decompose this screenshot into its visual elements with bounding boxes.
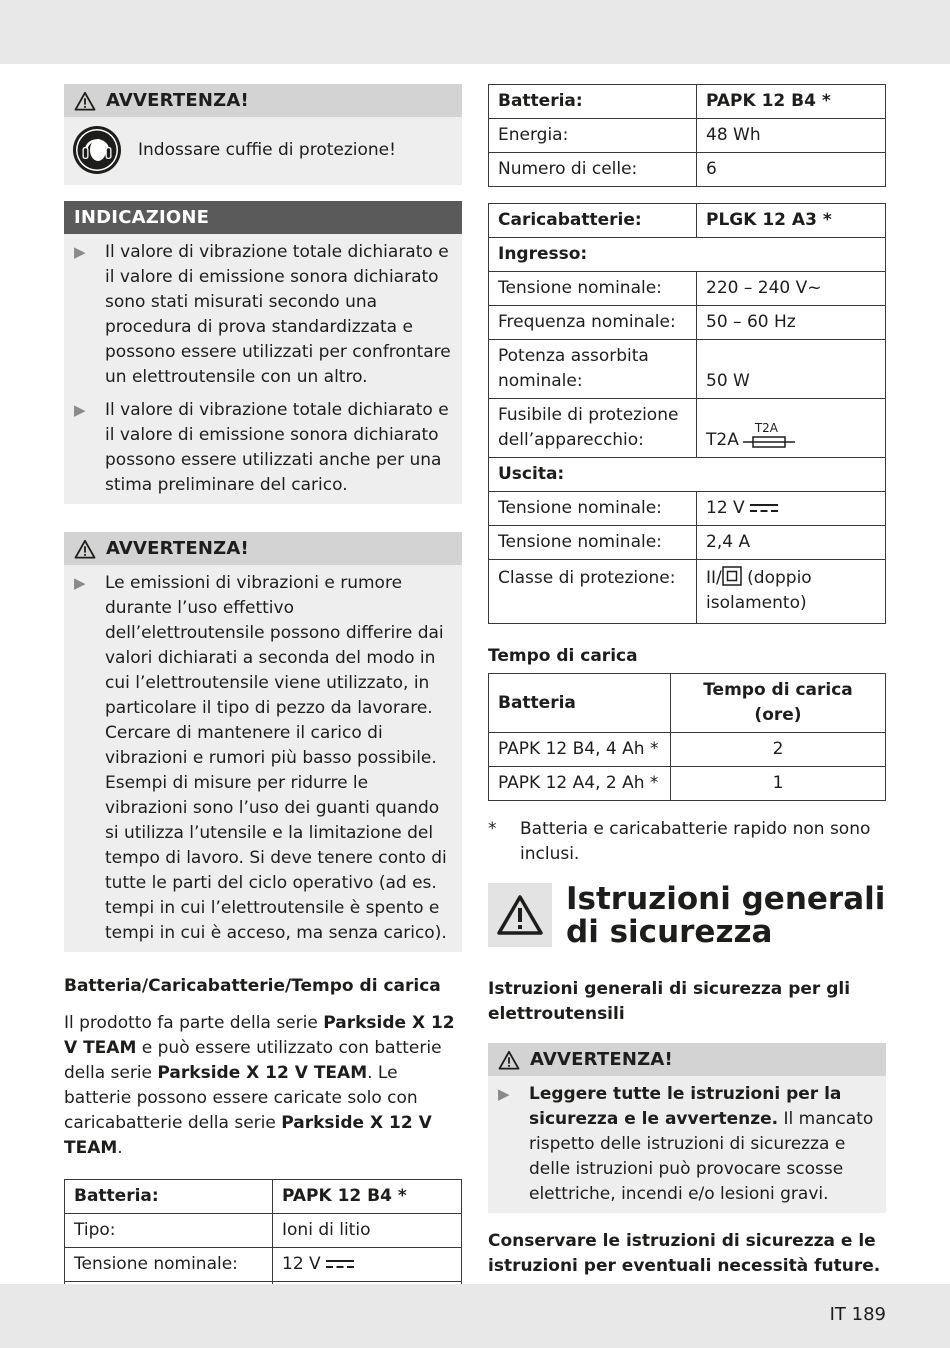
table-row [489,492,886,526]
top-band [0,0,950,64]
table-cell-key: Fusibile di protezione dell’apparecchio: [489,399,697,458]
triangle-bullet-icon: ▶ [74,401,86,419]
warning-body [64,565,462,952]
table-row [489,306,886,340]
table-cell-value: 50 – 60 Hz [697,306,886,340]
table-cell-key: Tensione nominale: [489,272,697,306]
protection-class-value: II/ [706,568,722,588]
battery-energy-table [488,84,886,187]
table-cell-key: Potenza assorbita nominale: [489,340,697,399]
series-name: Parkside X 12 V TEAM [157,1063,368,1083]
right-column [488,84,886,1279]
warning-triangle-icon [74,539,96,559]
table-header-cell: Tempo di carica (ore) [671,674,886,733]
table-row [489,204,886,238]
battery-section-heading: Batteria/Caricabatterie/Tempo di carica [64,976,441,996]
warning-triangle-icon [498,1050,520,1070]
table-cell-value [697,560,886,624]
table-cell-key: Tensione nominale: [489,526,697,560]
indicazione-box [64,201,462,504]
table-cell-value [697,399,886,458]
warning-bold-text: Leggere tutte le istruzioni per la sicurezza e le avvertenze. [529,1084,842,1129]
fuse-value: T2A [706,430,739,450]
table-row [489,526,886,560]
table-cell-key: Classe di protezione: [489,560,697,624]
closing-note: Conservare le istruzioni di sicurezza e le istruzioni per eventuali necessità future. [488,1231,881,1276]
headphone-row [64,117,462,185]
triangle-bullet-icon: ▶ [74,243,86,261]
table-row [489,153,886,187]
text-run: Il prodotto fa parte della serie [64,1013,324,1033]
table-cell-value: 48 Wh [697,119,886,153]
table-section-label: Ingresso: [489,238,886,272]
table-row [489,119,886,153]
table-cell-value: PLGK 12 A3 * [697,204,886,238]
table-cell-value: 50 W [697,340,886,399]
list-item-text [529,1082,876,1207]
voltage-value: 12 V [282,1254,321,1274]
table-cell-value: 2,4 A [697,526,886,560]
table-row [489,340,886,399]
battery-section-paragraph [64,1011,462,1161]
fuse-icon [743,421,795,452]
table-cell-value [273,1248,462,1282]
warning-title: AVVERTENZA! [106,538,249,559]
table-cell-key: Tensione nominale: [65,1248,273,1282]
fuse-symbol-icon [743,434,795,450]
table-cell-value: PAPK 12 B4 * [273,1180,462,1214]
protection-class-note: (doppio isolamento) [706,568,812,613]
footnote [488,817,886,867]
triangle-bullet-icon: ▶ [74,574,86,592]
bottom-band [0,1284,950,1348]
list-item-text: Il valore di vibrazione totale dichiarato e il valore di emissione sonora dichiarato possono essere utilizzati anche per una stima preliminare del carico. [105,400,449,495]
double-insulation-icon [722,566,742,586]
table-header-cell: Batteria [489,674,671,733]
warning-title: AVVERTENZA! [106,90,249,111]
list-item [74,571,452,946]
table-cell-value [697,492,886,526]
table-cell-key: Tensione nominale: [489,492,697,526]
table-row [489,272,886,306]
indicazione-body [64,234,462,504]
warning-title: AVVERTENZA! [530,1049,673,1070]
footnote-text: Batteria e caricabatterie rapido non sono inclusi. [520,819,871,864]
table-row [489,733,886,767]
headphones-icon [72,125,122,175]
table-cell-battery: PAPK 12 A4, 2 Ah * [489,767,671,801]
series-name: Parkside X 12 V TEAM [64,1013,455,1058]
table-cell-key: Batteria: [489,85,697,119]
table-row [65,1214,462,1248]
voltage-value: 12 V [706,498,745,518]
warning-header [488,1043,886,1076]
triangle-bullet-icon: ▶ [498,1085,510,1103]
warning-box-safety [488,1043,886,1213]
text-run: . [117,1138,123,1158]
safety-title-row [488,883,886,949]
table-cell-key: Frequenza nominale: [489,306,697,340]
list-item [74,240,452,390]
indicazione-title: INDICAZIONE [74,207,210,228]
warning-body [488,1076,886,1213]
warning-text: Indossare cuffie di protezione! [138,140,396,160]
charger-spec-table [488,203,886,624]
warning-triangle-icon [74,91,96,111]
table-row [65,1248,462,1282]
list-item-text: Le emissioni di vibrazioni e rumore durante l’uso effettivo dell’elettroutensile possono differire dai valori dichiarati a seconda del modo in cui l’elettroutensile viene utilizzato, in particolare il tipo di pezzo da lavorare. Cercare di mantenere il carico di vibrazioni e rumori più basso possibile. Esempi di misure per ridurre le vibrazioni sono l’uso dei guanti quando si utilizza l’utensile e la limitazione del tempo di lavoro. Si deve tenere conto di tutte le parti del ciclo operativo (ad es. tempi in cui l’elettroutensile è spento e tempi in cui è acceso, ma senza carico). [105,573,447,943]
table-cell-key: Numero di celle: [489,153,697,187]
safety-subheading: Istruzioni generali di sicurezza per gli elettroutensili [488,979,851,1024]
warning-box-vibration [64,532,462,952]
table-cell-time: 1 [671,767,886,801]
table-cell-key: Tipo: [65,1214,273,1248]
warning-header [64,532,462,565]
table-row [489,560,886,624]
table-cell-value: Ioni di litio [273,1214,462,1248]
charge-time-table [488,673,886,801]
section-title: Istruzioni generali di sicurezza [566,881,886,950]
table-row [65,1180,462,1214]
table-row [489,767,886,801]
table-row [489,85,886,119]
table-cell-battery: PAPK 12 B4, 4 Ah * [489,733,671,767]
table-cell-key: Batteria: [65,1180,273,1214]
table-row [489,238,886,272]
table-row [489,399,886,458]
table-cell-key: Energia: [489,119,697,153]
direct-current-icon [749,502,779,514]
table-row [489,458,886,492]
table-header-row [489,674,886,733]
indicazione-header [64,201,462,234]
text-run: e può essere utilizzato con batterie della serie [64,1038,442,1083]
list-item [498,1082,876,1207]
warning-box-headphones [64,84,462,185]
table-cell-time: 2 [671,733,886,767]
list-item-text: Il valore di vibrazione totale dichiarato e il valore di emissione sonora dichiarato sono stati misurati secondo una procedura di prova standardizzata e possono essere utilizzati per confrontare un elettroutensile con un altro. [105,242,451,387]
table-cell-value: 220 – 240 V~ [697,272,886,306]
table-cell-value: PAPK 12 B4 * [697,85,886,119]
warning-triangle-icon [496,894,544,936]
big-warning-icon-box [488,883,552,947]
left-column [64,84,462,1316]
footnote-star: * [488,819,497,839]
table-cell-value: 6 [697,153,886,187]
charge-time-heading: Tempo di carica [488,646,638,666]
table-section-label: Uscita: [489,458,886,492]
fuse-label: T2A [754,421,779,435]
page-number: IT 189 [829,1304,886,1325]
table-cell-key: Caricabatterie: [489,204,697,238]
series-name: Parkside X 12 V TEAM [64,1113,432,1158]
warning-header [64,84,462,117]
warning-text: Il mancato rispetto delle istruzioni di sicurezza e delle istruzioni può provocare scosse elettriche, incendi e/o lesioni gravi. [529,1109,874,1204]
text-run: . Le batterie possono essere caricate solo con caricabatterie della serie [64,1063,418,1133]
direct-current-icon [325,1258,355,1270]
list-item [74,398,452,498]
